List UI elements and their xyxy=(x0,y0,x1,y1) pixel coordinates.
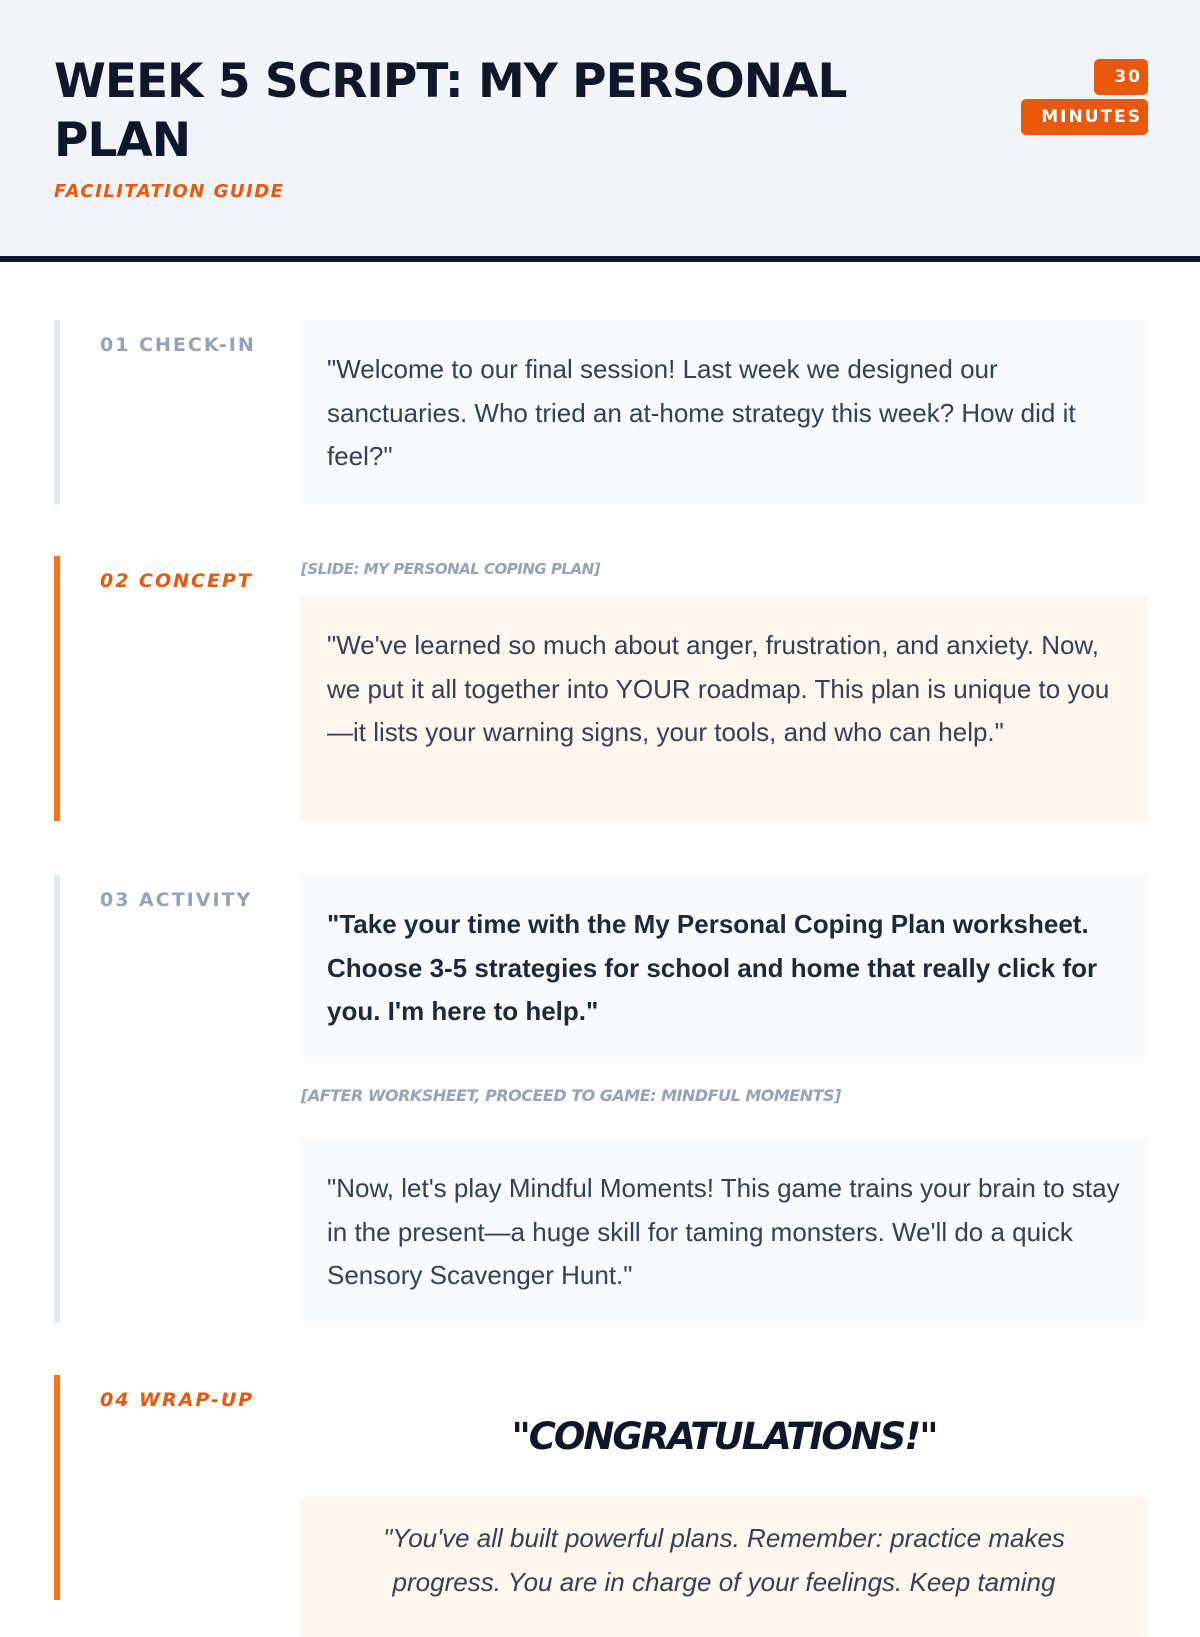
section-label: 01 CHECK-IN xyxy=(100,334,256,356)
page-title: WEEK 5 SCRIPT: MY PERSONAL PLAN xyxy=(54,54,847,168)
script-box-game: "Now, let's play Mindful Moments! This game trains your brain to stay in the present—a huge skill for taming monsters. We'll do a quick Sensory Scavenger Hunt." xyxy=(301,1139,1147,1322)
section-check-in xyxy=(54,320,1147,504)
page-subtitle: FACILITATION GUIDE xyxy=(54,181,285,202)
closing-script-box: "You've all built powerful plans. Remember: practice makes progress. You are in charge of your feelings. Keep taming xyxy=(301,1497,1147,1637)
section-wrap-up xyxy=(54,1375,1147,1600)
section-activity xyxy=(54,875,1147,1322)
section-bar xyxy=(54,320,60,504)
slide-note: [SLIDE: MY PERSONAL COPING PLAN] xyxy=(301,560,601,578)
section-label: 03 ACTIVITY xyxy=(100,889,253,911)
script-box: "We've learned so much about anger, frustration, and anxiety. Now, we put it all together into YOUR roadmap. This plan is unique to you—it lists your warning signs, your tools, and who can help." xyxy=(301,596,1147,821)
section-label: 02 CONCEPT xyxy=(100,570,253,592)
page-header xyxy=(0,0,1200,262)
transition-note: [AFTER WORKSHEET, PROCEED TO GAME: MINDFUL MOMENTS] xyxy=(301,1086,841,1105)
script-box: "Welcome to our final session! Last week we designed our sanctuaries. Who tried an at-home strategy this week? How did it feel?" xyxy=(301,320,1147,504)
section-label: 04 WRAP-UP xyxy=(100,1389,255,1411)
section-bar xyxy=(54,875,60,1322)
section-concept xyxy=(54,556,1147,821)
section-bar xyxy=(54,556,60,821)
section-bar xyxy=(54,1375,60,1600)
script-box: "Take your time with the My Personal Coping Plan worksheet. Choose 3-5 strategies for school and home that really click for you. I'm here to help." xyxy=(301,875,1147,1058)
duration-badge-wrap xyxy=(1016,57,1148,137)
congrats-heading: "CONGRATULATIONS!" xyxy=(511,1415,937,1458)
duration-badge: 30 MINUTES xyxy=(1021,59,1148,135)
